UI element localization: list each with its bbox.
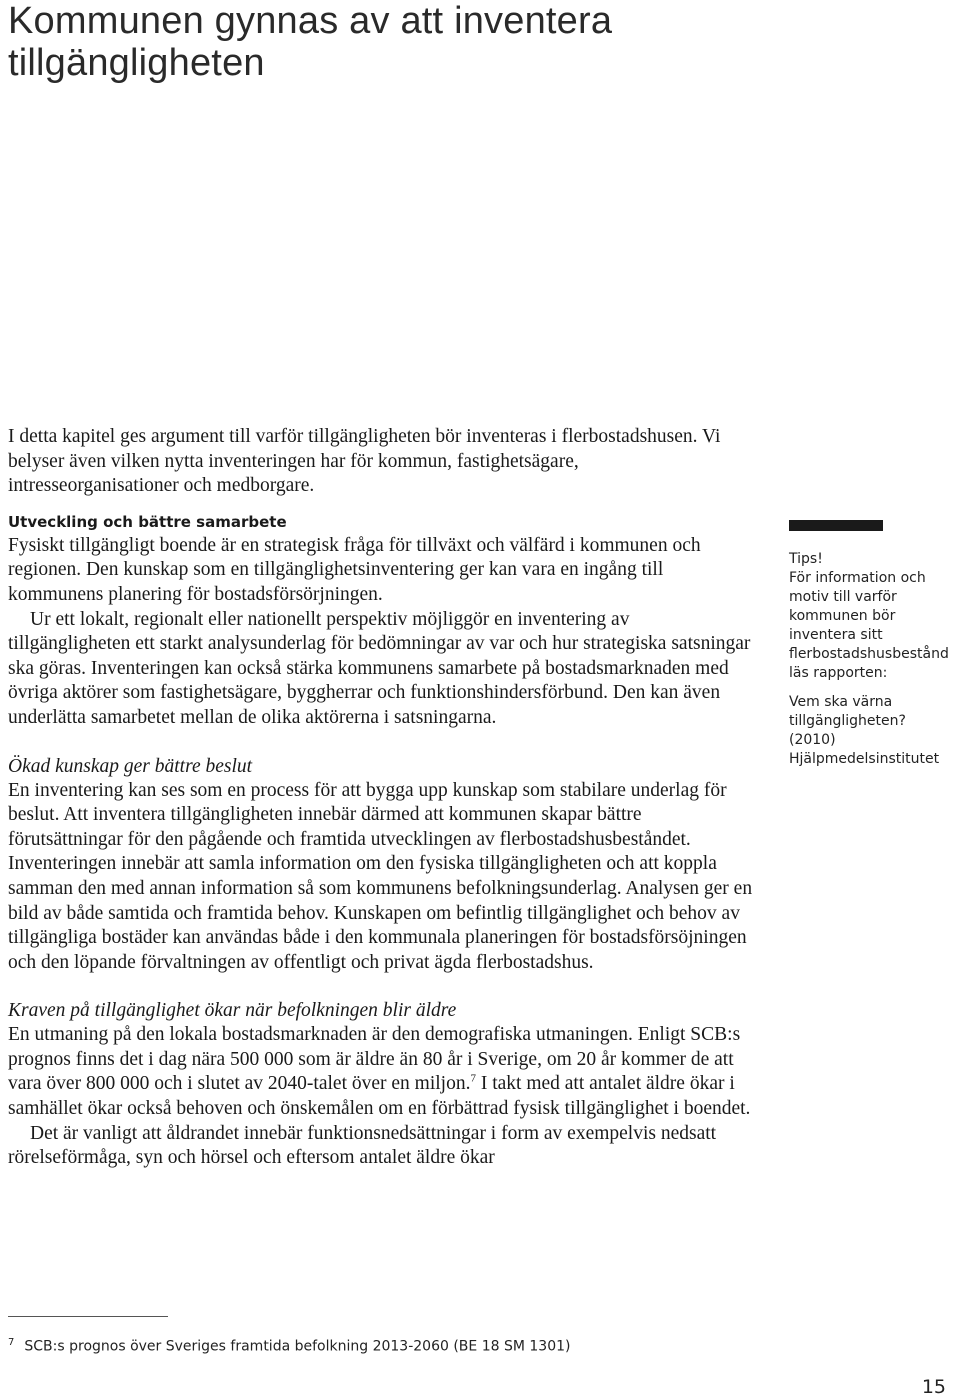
tips-label: Tips! [789,551,823,567]
footnote-divider [8,1316,168,1317]
section-heading-utveckling: Utveckling och bättre samarbete [8,512,287,531]
tips-sidebar [789,520,959,769]
tips-reference-source: (2010) Hjälpmedelsinstitutet [789,732,940,767]
section3-text-after-note: I takt med att antalet äldre ökar i samhället ökar också behoven och önskemålen om en förbättrad fysisk tillgänglighet i boendet. [8,1073,751,1120]
section-heading-kraven: Kraven på tillgänglighet ökar när befolkningen blir äldre [8,1000,457,1022]
intro-paragraph: I detta kapitel ges argument till varför tillgängligheten bör inventeras i flerbostadshusen. Vi belyser även vilken nytta inventeringen har för kommun, fastighetsägare, intresseorganisationer och medborgare. [8,426,721,497]
section2-paragraph-1: En inventering kan ses som en process för att bygga upp kunskap som stabilare underlag för beslut. Att inventera tillgängligheten innebär därmed att kommunen skapar bättre förutsättningar för den pågående och framtida utvecklingen av flerbostadshusbeståndet. Inventeringen innebär att samla information om den fysiska tillgängligheten och att koppla samman den med annan information så som kommunens befolkningsunderlag. Analysen ger en bild av både samtida och framtida behov. Kunskapen om befintlig tillgänglighet och behov av tillgängliga bostäder kan användas både i den kommunala planeringen för bostadsförsöjningen och den löpande förvaltningen av offentligt och privat ägda flerbostadshus. [8,779,753,973]
section3-paragraph-1 [8,1023,753,1121]
footnote-text: SCB:s prognos över Sveriges framtida befolkning 2013-2060 (BE 18 SM 1301) [24,1338,571,1355]
section1-paragraph-2: Ur ett lokalt, regionalt eller nationellt perspektiv möjliggör en inventering av tillgängligheten ett starkt analysunderlag för bedömningar av var och hur strategiska satsningar ska göras. Inventeringen kan också stärka kommunens samarbete på bostadsmarknaden med övriga aktörer som fastighetsägare, byggherrar och funktionshindersförbund. Den kan även underlätta samarbetet mellan de olika aktörerna i satsningarna. [8,608,751,728]
section3-paragraph-2: Det är vanligt att åldrandet innebär funktionsnedsättningar i form av exempelvis nedsatt rörelseförmåga, syn och hörsel och eftersom antalet äldre ökar [8,1122,717,1169]
section3-text-before-note: En utmaning på den lokala bostadsmarknaden är den demografiska utmaningen. Enligt SCB:s prognos finns det i dag nära 500 000 som är äldre än 80 år i Sverige, om 20 år kommer de att vara över 800 000 och i slutet av 2040-talet över en miljon. [8,1024,741,1095]
section1-paragraph-1: Fysiskt tillgängligt boende är en strategisk fråga för tillväxt och välfärd i kommunen och regionen. Den kunskap som en tillgänglighetsinventering ger kan vara en ingång till kommunens planering för bostadsförsörjningen. [8,534,701,605]
tips-text: För information och motiv till varför kommunen bör inventera sitt flerbostadshusbestånd läs rapporten: [789,570,949,681]
tips-reference-title: Vem ska värna tillgängligheten? [789,694,906,729]
footnote-number: 7 [8,1337,15,1348]
page-number: 15 [921,1376,946,1398]
section-heading-kunskap: Ökad kunskap ger bättre beslut [8,755,253,777]
page-title: Kommunen gynnas av att inventera tillgängligheten [8,0,613,84]
footnote [8,1333,768,1357]
main-text [8,425,753,1171]
sidebar-marker-bar [789,520,883,531]
footnote-reference: 7 [470,1072,476,1085]
